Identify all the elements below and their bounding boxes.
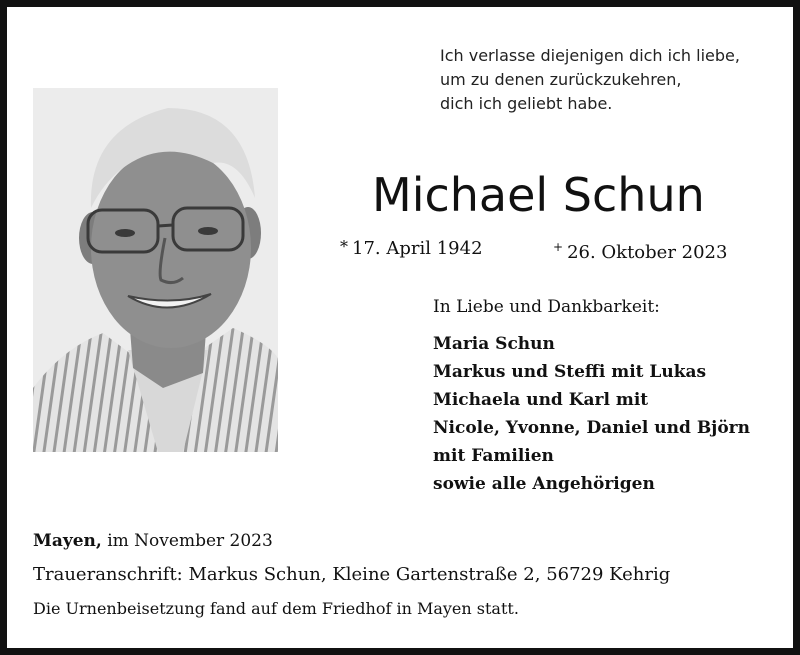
mourners-heading: In Liebe und Dankbarkeit: — [433, 297, 660, 317]
place-name: Mayen, — [33, 531, 102, 551]
mourner-line: Michaela und Karl mit — [433, 390, 649, 410]
funeral-note: Die Urnenbeisetzung fand auf dem Friedhof in Mayen statt. — [33, 599, 519, 618]
mourners-list — [433, 330, 750, 498]
notice-date: im November 2023 — [107, 531, 273, 551]
death-symbol: + — [553, 240, 564, 254]
birth-date-text: 17. April 1942 — [352, 238, 483, 259]
memorial-quote — [440, 44, 740, 116]
mourner-line: sowie alle Angehörigen — [433, 474, 655, 494]
mourner-line: mit Familien — [433, 446, 554, 466]
quote-line: dich ich geliebt habe. — [440, 94, 613, 113]
mourner-line: Markus und Steffi mit Lukas — [433, 362, 707, 382]
place-date — [33, 528, 273, 554]
death-date — [553, 234, 727, 266]
quote-line: Ich verlasse diejenigen dich ich liebe, — [440, 46, 740, 65]
portrait-illustration — [33, 88, 278, 452]
quote-line: um zu denen zurückzukehren, — [440, 70, 682, 89]
mourner-line: Nicole, Yvonne, Daniel und Björn — [433, 418, 750, 438]
death-date-text: 26. Oktober 2023 — [567, 242, 728, 263]
deceased-name: Michael Schun — [372, 168, 705, 222]
mourning-address: Traueranschrift: Markus Schun, Kleine Gartenstraße 2, 56729 Kehrig — [33, 564, 671, 585]
birth-symbol: * — [340, 237, 348, 256]
mourner-line: Maria Schun — [433, 334, 555, 354]
portrait-photo — [33, 88, 278, 452]
birth-date — [340, 234, 483, 262]
